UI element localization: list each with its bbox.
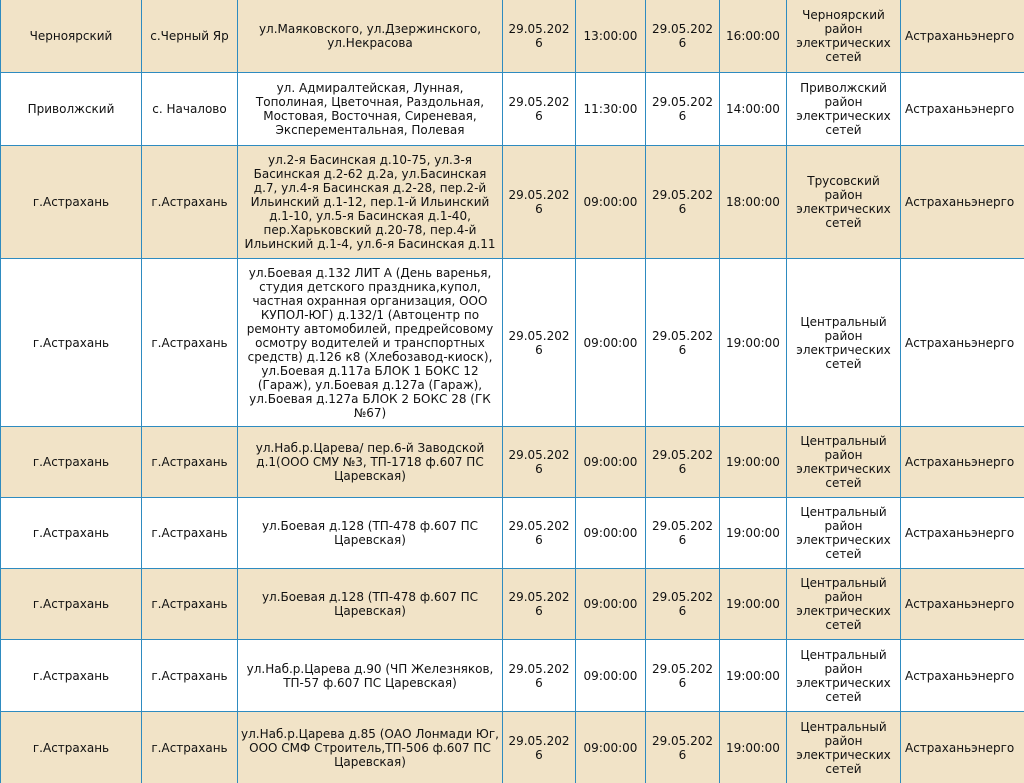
end-date-cell: 29.05.2026 [646, 146, 720, 259]
district-cell: г.Астрахань [1, 569, 142, 640]
locality-cell: г.Астрахань [142, 498, 238, 569]
table-row [1, 498, 1024, 569]
start-date-cell: 29.05.2026 [503, 712, 576, 783]
end-time-cell: 19:00:00 [720, 712, 787, 783]
network-cell: Центральный район электрических сетей [787, 259, 901, 427]
start-date-cell: 29.05.2026 [503, 146, 576, 259]
district-cell: г.Астрахань [1, 427, 142, 498]
end-time-cell: 14:00:00 [720, 73, 787, 146]
table-row [1, 569, 1024, 640]
org-cell: Астраханьэнерго [901, 712, 1024, 783]
address-cell: ул.Наб.р.Царева/ пер.6-й Заводской д.1(ООО СМУ №3, ТП-1718 ф.607 ПС Царевская) [238, 427, 503, 498]
locality-cell: г.Астрахань [142, 146, 238, 259]
start-date-cell: 29.05.2026 [503, 427, 576, 498]
address-cell: ул.Боевая д.128 (ТП-478 ф.607 ПС Царевская) [238, 498, 503, 569]
end-date-cell: 29.05.2026 [646, 712, 720, 783]
end-date-cell: 29.05.2026 [646, 427, 720, 498]
end-date-cell: 29.05.2026 [646, 0, 720, 73]
end-time-cell: 19:00:00 [720, 498, 787, 569]
end-date-cell: 29.05.2026 [646, 73, 720, 146]
locality-cell: г.Астрахань [142, 427, 238, 498]
end-time-cell: 19:00:00 [720, 427, 787, 498]
network-cell: Приволжский район электрических сетей [787, 73, 901, 146]
address-cell: ул. Адмиралтейская, Лунная, Тополиная, Цветочная, Раздольная, Мостовая, Восточная, Сиреневая, Эксперементальная, Полевая [238, 73, 503, 146]
district-cell: Приволжский [1, 73, 142, 146]
start-date-cell: 29.05.2026 [503, 0, 576, 73]
locality-cell: г.Астрахань [142, 569, 238, 640]
org-cell: Астраханьэнерго [901, 498, 1024, 569]
end-date-cell: 29.05.2026 [646, 569, 720, 640]
address-cell: ул.2-я Басинская д.10-75, ул.3-я Басинская д.2-62 д.2а, ул.Басинская д.7, ул.4-я Басинская д.2-28, пер.2-й Ильинский д.1-12, пер.1-й Ильинский д.1-10, ул.5-я Басинская д.1-40, пер.Харьковский д.20-78, пер.4-й Ильинский д.1-4, ул.6-я Басинская д.11 [238, 146, 503, 259]
network-cell: Трусовский район электрических сетей [787, 146, 901, 259]
network-cell: Центральный район электрических сетей [787, 427, 901, 498]
end-time-cell: 19:00:00 [720, 569, 787, 640]
org-cell: Астраханьэнерго [901, 146, 1024, 259]
district-cell: г.Астрахань [1, 498, 142, 569]
end-date-cell: 29.05.2026 [646, 640, 720, 712]
start-date-cell: 29.05.2026 [503, 259, 576, 427]
org-cell: Астраханьэнерго [901, 0, 1024, 73]
start-time-cell: 09:00:00 [576, 498, 646, 569]
network-cell: Центральный район электрических сетей [787, 712, 901, 783]
start-time-cell: 09:00:00 [576, 259, 646, 427]
address-cell: ул.Боевая д.128 (ТП-478 ф.607 ПС Царевская) [238, 569, 503, 640]
end-date-cell: 29.05.2026 [646, 259, 720, 427]
table-row [1, 712, 1024, 783]
start-date-cell: 29.05.2026 [503, 498, 576, 569]
end-date-cell: 29.05.2026 [646, 498, 720, 569]
district-cell: Черноярский [1, 0, 142, 73]
address-cell: ул.Маяковского, ул.Дзержинского, ул.Некрасова [238, 0, 503, 73]
org-cell: Астраханьэнерго [901, 640, 1024, 712]
table-row [1, 259, 1024, 427]
table-row [1, 146, 1024, 259]
end-time-cell: 18:00:00 [720, 146, 787, 259]
locality-cell: г.Астрахань [142, 712, 238, 783]
locality-cell: с.Черный Яр [142, 0, 238, 73]
start-date-cell: 29.05.2026 [503, 640, 576, 712]
start-time-cell: 09:00:00 [576, 569, 646, 640]
district-cell: г.Астрахань [1, 712, 142, 783]
start-time-cell: 09:00:00 [576, 712, 646, 783]
address-cell: ул.Наб.р.Царева д.85 (ОАО Лонмади Юг, ООО СМФ Строитель,ТП-506 ф.607 ПС Царевская) [238, 712, 503, 783]
district-cell: г.Астрахань [1, 259, 142, 427]
table-row [1, 427, 1024, 498]
start-time-cell: 11:30:00 [576, 73, 646, 146]
end-time-cell: 16:00:00 [720, 0, 787, 73]
address-cell: ул.Боевая д.132 ЛИТ А (День варенья, студия детского праздника,купол, частная охранная организация, ООО КУПОЛ-ЮГ) д.132/1 (Автоцентр по ремонту автомобилей, предрейсовому осмотру водителей и транспортных средств) д.126 к8 (Хлебозавод-киоск), ул.Боевая д.117а БЛОК 1 БОКС 12 (Гараж), ул.Боевая д.127а (Гараж), ул.Боевая д.127а БЛОК 2 БОКС 28 (ГК №67) [238, 259, 503, 427]
network-cell: Центральный район электрических сетей [787, 498, 901, 569]
table-row [1, 640, 1024, 712]
table-row [1, 0, 1024, 73]
address-cell: ул.Наб.р.Царева д.90 (ЧП Железняков, ТП-57 ф.607 ПС Царевская) [238, 640, 503, 712]
locality-cell: г.Астрахань [142, 640, 238, 712]
start-time-cell: 13:00:00 [576, 0, 646, 73]
start-time-cell: 09:00:00 [576, 427, 646, 498]
locality-cell: г.Астрахань [142, 259, 238, 427]
org-cell: Астраханьэнерго [901, 259, 1024, 427]
network-cell: Центральный район электрических сетей [787, 569, 901, 640]
locality-cell: с. Началово [142, 73, 238, 146]
org-cell: Астраханьэнерго [901, 569, 1024, 640]
end-time-cell: 19:00:00 [720, 640, 787, 712]
start-time-cell: 09:00:00 [576, 146, 646, 259]
org-cell: Астраханьэнерго [901, 73, 1024, 146]
network-cell: Черноярский район электрических сетей [787, 0, 901, 73]
start-date-cell: 29.05.2026 [503, 73, 576, 146]
district-cell: г.Астрахань [1, 640, 142, 712]
end-time-cell: 19:00:00 [720, 259, 787, 427]
start-date-cell: 29.05.2026 [503, 569, 576, 640]
org-cell: Астраханьэнерго [901, 427, 1024, 498]
table-row [1, 73, 1024, 146]
start-time-cell: 09:00:00 [576, 640, 646, 712]
network-cell: Центральный район электрических сетей [787, 640, 901, 712]
district-cell: г.Астрахань [1, 146, 142, 259]
